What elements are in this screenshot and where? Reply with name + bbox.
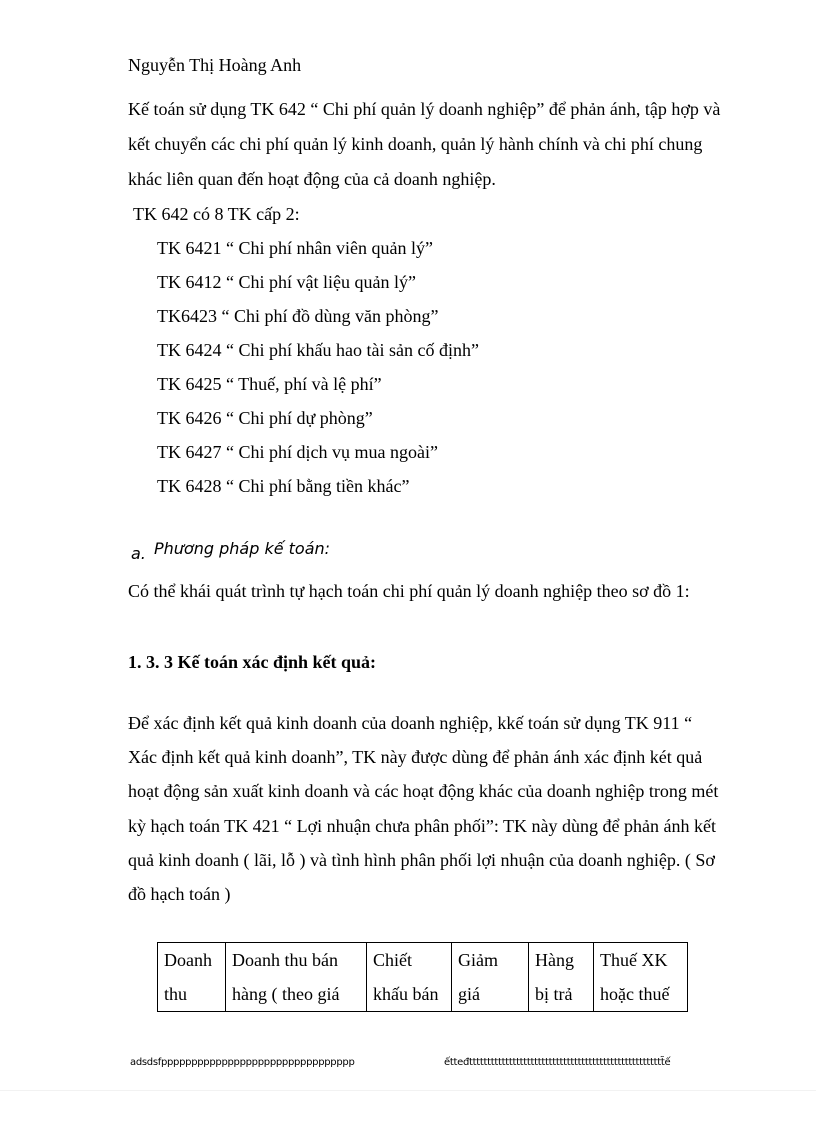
intro-line: Kế toán sử dụng TK 642 “ Chi phí quản lý doanh nghiệp” để phản ánh, tập hợp và [128, 99, 721, 119]
tk-heading: TK 642 có 8 TK cấp 2: [133, 204, 300, 224]
tk-item: TK6423 “ Chi phí đồ dùng văn phòng” [157, 306, 439, 326]
intro-line: kết chuyển các chi phí quản lý kinh doanh, quản lý hành chính và chi phí chung [128, 134, 703, 154]
table-row [158, 943, 688, 1012]
section-line: Để xác định kết quả kinh doanh của doanh nghiệp, kkế toán sử dụng TK 911 “ [128, 713, 693, 733]
page-bottom-divider [0, 1090, 816, 1091]
table-header-cell: Doanh thu bán hàng ( theo giá [226, 943, 367, 1012]
tk-item: TK 6412 “ Chi phí vật liệu quản lý” [157, 272, 416, 292]
method-title: Phương pháp kế toán: [154, 539, 331, 558]
tk-item: TK 6427 “ Chi phí dịch vụ mua ngoài” [157, 442, 438, 462]
method-letter: a. [131, 544, 146, 563]
method-text: Có thể khái quát trình tự hạch toán chi phí quản lý doanh nghiệp theo sơ đồ 1: [128, 581, 690, 601]
section-heading: 1. 3. 3 Kế toán xác định kết quả: [128, 652, 377, 672]
footer-right-text: ếtteđtttttttttttttttttttttttttttttttttttttttttttttttttttttt̃ế [444, 1057, 671, 1068]
section-line: đồ hạch toán ) [128, 884, 231, 904]
footer-left-text: adsdsfpppppppppppppppppppppppppppppppp [130, 1057, 355, 1068]
tk-item: TK 6428 “ Chi phí bằng tiền khác” [157, 476, 410, 496]
table-header-cell: Hàng bị trả [529, 943, 594, 1012]
author-name: Nguyễn Thị Hoàng Anh [128, 55, 302, 75]
tk-item: TK 6426 “ Chi phí dự phòng” [157, 408, 373, 428]
section-line: Xác định kết quả kinh doanh”, TK này được dùng để phản ánh xác định két quả [128, 747, 703, 767]
section-line: hoạt động sản xuất kinh doanh và các hoạt động khác của doanh nghiệp trong mét [128, 781, 719, 801]
table-header-cell: Giảm giá [452, 943, 529, 1012]
tk-item: TK 6421 “ Chi phí nhân viên quản lý” [157, 238, 433, 258]
section-line: kỳ hạch toán TK 421 “ Lợi nhuận chưa phân phối”: TK này dùng để phản ánh kết [128, 816, 716, 836]
table-header-cell: Doanh thu [158, 943, 226, 1012]
tk-item: TK 6424 “ Chi phí khấu hao tài sản cố định” [157, 340, 479, 360]
result-table [157, 942, 688, 1012]
intro-line: khác liên quan đến hoạt động của cả doanh nghiệp. [128, 169, 496, 189]
section-line: quả kinh doanh ( lãi, lỗ ) và tình hình phân phối lợi nhuận của doanh nghiệp. ( Sơ [128, 850, 715, 870]
tk-item: TK 6425 “ Thuế, phí và lệ phí” [157, 374, 382, 394]
table-header-cell: Thuế XK hoặc thuế [594, 943, 688, 1012]
table-header-cell: Chiết khấu bán [367, 943, 452, 1012]
